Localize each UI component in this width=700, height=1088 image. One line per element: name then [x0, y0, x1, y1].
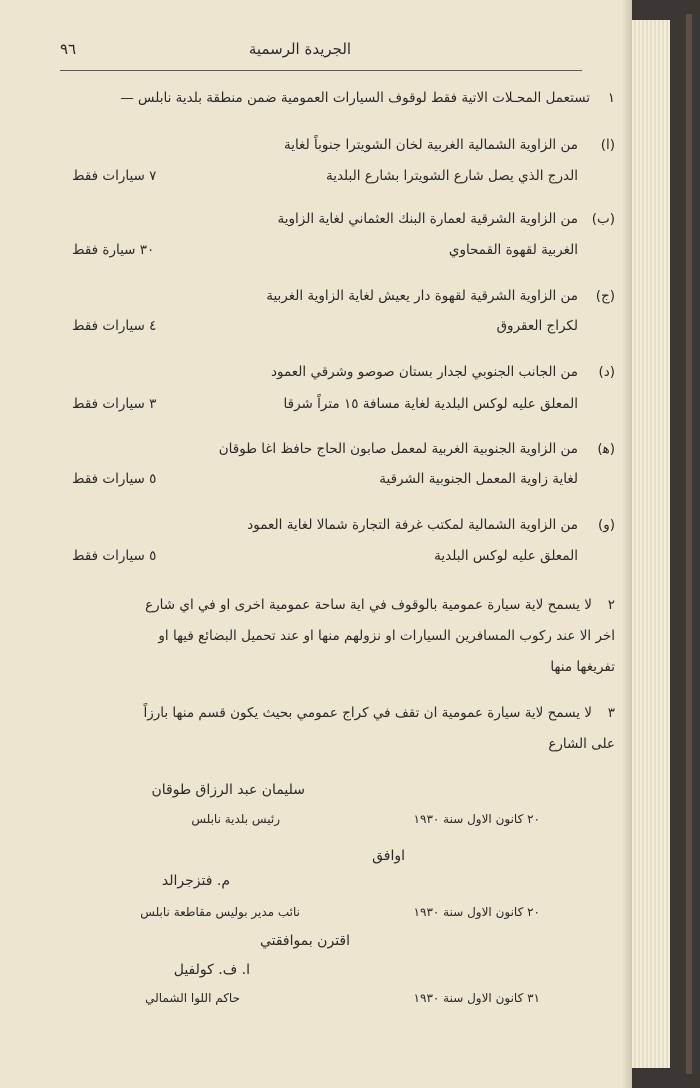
- signatory-name: ا. ف. كولفيل: [173, 962, 250, 978]
- clause2-line1: لا يسمح لاية سيارة عمومية بالوقوف في اية ساحة عمومية اخرى او في اي شارع: [145, 597, 592, 613]
- clause-number: ٢: [607, 597, 615, 613]
- endorsement-label: اقترن بموافقتي: [259, 933, 350, 949]
- item-line1: من الزاوية الجنوبية الغربية لمعمل صابون الحاج حافظ اغا طوقان: [218, 441, 578, 457]
- clause-number: ٣: [607, 705, 615, 721]
- header-rule: [60, 70, 582, 71]
- item-line1: من الزاوية الشمالية الغربية لخان الشويترا جنوباً لغاية: [283, 137, 578, 153]
- signature-date: ٣١ كانون الاول سنة ١٩٣٠: [413, 991, 540, 1005]
- item-line1: من الزاوية الشرقية لعمارة البنك العثماني لغاية الزاوية: [277, 211, 578, 227]
- item-count: ٥ سيارات فقط: [72, 548, 157, 564]
- item-count: ٤ سيارات فقط: [72, 318, 157, 334]
- signatory-name: سليمان عبد الرزاق طوقان: [151, 782, 305, 798]
- item-count: ٣٠ سيارة فقط: [72, 242, 155, 258]
- item-label: (ج): [595, 288, 615, 304]
- item-line2: الدرج الذي يصل شارع الشويترا بشارع البلدية: [325, 168, 578, 184]
- item-count: ٣ سيارات فقط: [72, 396, 157, 412]
- item-count: ٥ سيارات فقط: [72, 471, 157, 487]
- signature-date: ٢٠ كانون الاول سنة ١٩٣٠: [413, 905, 540, 919]
- item-line2: لكراج العقروق: [496, 318, 578, 334]
- signatory-title: رئيس بلدية نابلس: [191, 812, 280, 826]
- item-label: (ب): [591, 211, 615, 227]
- signatory-name: م. فتزجرالد: [161, 873, 230, 889]
- item-label: (و): [597, 517, 615, 533]
- item-label: (د): [598, 364, 615, 380]
- signature-date: ٢٠ كانون الاول سنة ١٩٣٠: [413, 812, 540, 826]
- item-line1: من الزاوية الشرقية لقهوة دار يعيش لغاية الزاوية الغربية: [266, 288, 578, 304]
- item-line2: المعلق عليه لوكس البلدية لغاية مسافة ١٥ متراً شرقا: [283, 396, 578, 412]
- page-title: الجريدة الرسمية: [248, 40, 352, 58]
- clause2-line2: اخر الا عند ركوب المسافرين السيارات او نزولهم منها او عند تحميل البضائع فيها او: [158, 628, 615, 644]
- clause2-line3: تفريغها منها: [550, 659, 615, 675]
- item-line1: من الجانب الجنوبي لجدار بستان صوصو وشرقي العمود: [271, 364, 578, 380]
- page-edges: [632, 20, 670, 1068]
- book-cover: [670, 0, 700, 1088]
- item-line1: من الزاوية الشمالية لمكتب غرفة التجارة شمالا لغاية العمود: [247, 517, 578, 533]
- page-number: ٩٦: [60, 40, 77, 58]
- approval-label: اوافق: [372, 848, 405, 864]
- item-label: (ا): [600, 137, 615, 153]
- item-line2: الغربية لقهوة القمحاوي: [448, 242, 578, 258]
- item-line2: المعلق عليه لوكس البلدية: [434, 548, 578, 564]
- signatory-title: نائب مدير بوليس مقاطعة نابلس: [140, 905, 300, 919]
- clause-text: تستعمل المحـلات الاتية فقط لوقوف السيارات العمومية ضمن منطقة بلدية نابلس —: [120, 90, 590, 106]
- item-line2: لغاية زاوية المعمل الجنوبية الشرقية: [379, 471, 578, 487]
- item-count: ٧ سيارات فقط: [72, 168, 157, 184]
- clause-number: ١: [607, 90, 615, 106]
- signatory-title: حاكم اللوا الشمالي: [145, 991, 240, 1005]
- item-label: (ﻫ): [597, 441, 615, 457]
- clause3-line2: على الشارع: [548, 736, 615, 752]
- book-cover-edge: [686, 14, 692, 1074]
- clause3-line1: لا يسمح لاية سيارة عمومية ان تقف في كراج عمومي بحيث يكون قسم منها بارزاً: [143, 705, 592, 721]
